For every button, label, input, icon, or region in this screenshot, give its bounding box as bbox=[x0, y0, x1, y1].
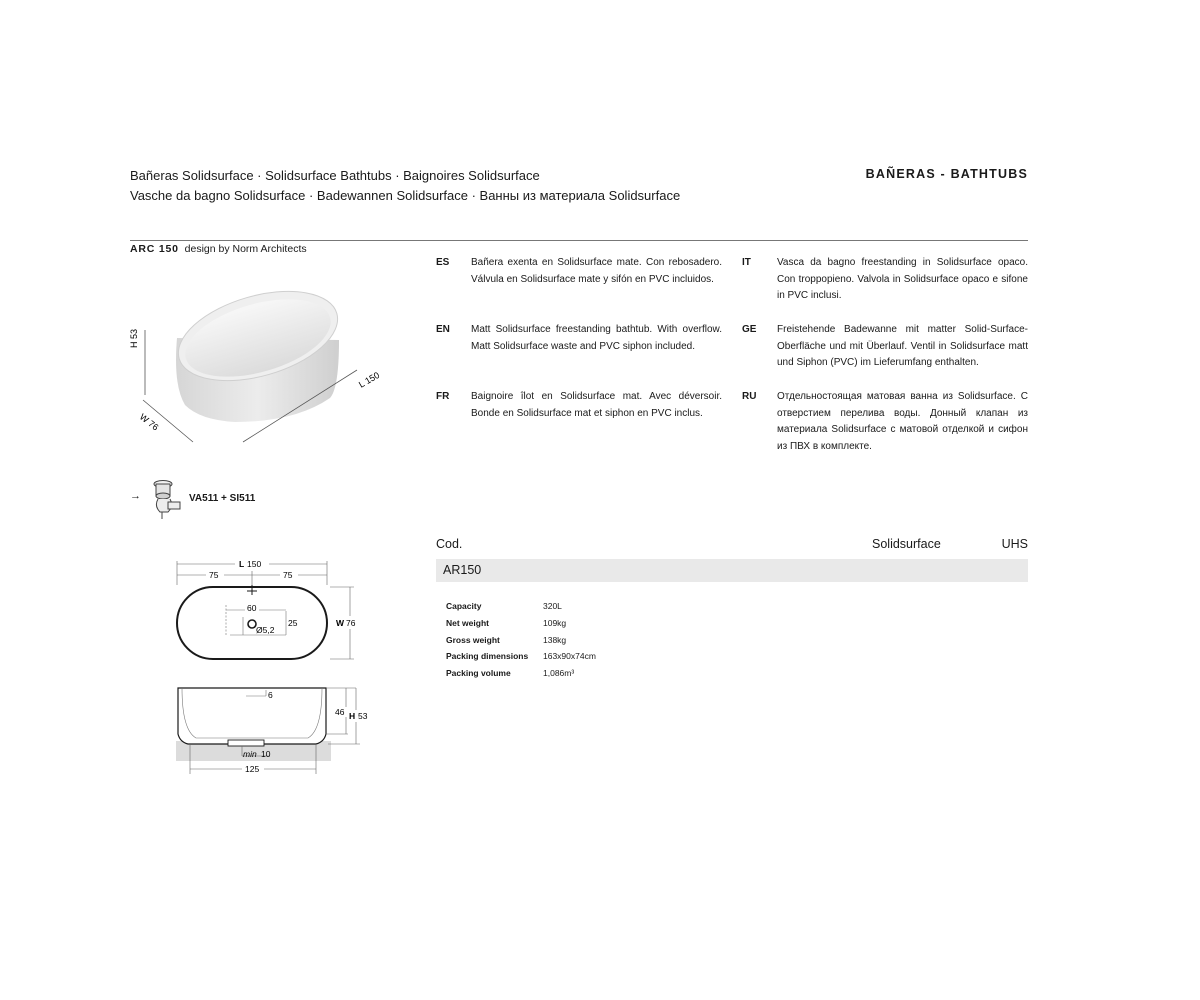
spec-value: 320L bbox=[543, 601, 562, 611]
header-divider bbox=[130, 240, 1028, 241]
product-model: ARC 150 bbox=[130, 243, 179, 255]
accessory-codes: VA511 + SI511 bbox=[189, 493, 256, 504]
codes-table-header bbox=[436, 537, 1028, 553]
plan-inner-width: 60 bbox=[247, 603, 257, 613]
product-code: AR150 bbox=[443, 563, 482, 577]
desc-lang-code-fr: FR bbox=[436, 391, 450, 402]
product-designer: design by Norm Architects bbox=[184, 243, 307, 255]
spec-value: 109kg bbox=[543, 618, 567, 628]
spec-value: 1,086m³ bbox=[543, 668, 575, 678]
waste-outlet bbox=[228, 740, 264, 746]
plan-half-right: 75 bbox=[283, 570, 293, 580]
plan-inner-height: 25 bbox=[288, 618, 298, 628]
section-min-prefix: min bbox=[243, 749, 257, 759]
codes-table-row bbox=[436, 559, 1028, 582]
header-title-line-2: Vasche da bagno Solidsurface · Badewannen Solidsurface · Ванны из материала Solidsurface bbox=[130, 188, 681, 203]
spec-label: Capacity bbox=[446, 601, 482, 611]
desc-lang-code-ru: RU bbox=[742, 391, 757, 402]
section-overflow-height: 6 bbox=[268, 690, 273, 700]
header-title-line-1: Bañeras Solidsurface · Solidsurface Bathtubs · Baignoires Solidsurface bbox=[130, 168, 540, 183]
codes-header-solidsurface: Solidsurface bbox=[872, 537, 941, 551]
desc-lang-code-ge: GE bbox=[742, 324, 757, 335]
waste-siphon-icon bbox=[148, 478, 184, 520]
spec-label: Net weight bbox=[446, 618, 489, 628]
desc-text-it: Vasca da bagno freestanding in Solidsurface opaco. Con troppopieno. Valvola in Solidsurface opaco e sifone in PVC inclusi. bbox=[777, 257, 1028, 302]
desc-lang-code-it: IT bbox=[742, 257, 751, 268]
plan-length-prefix: L bbox=[239, 559, 245, 569]
length-label: L 150 bbox=[357, 369, 382, 390]
codes-header-uhs: UHS bbox=[1001, 537, 1028, 551]
codes-header-label: Cod. bbox=[436, 537, 463, 551]
tub-section-outline bbox=[178, 688, 326, 744]
tub-outline bbox=[177, 587, 327, 659]
plan-view-drawing bbox=[170, 555, 385, 667]
width-label: W 76 bbox=[137, 411, 161, 433]
plan-half-left: 75 bbox=[209, 570, 219, 580]
plan-width-prefix: W bbox=[336, 618, 345, 628]
section-inner-height: 46 bbox=[335, 707, 345, 717]
desc-lang-code-en: EN bbox=[436, 324, 450, 335]
spec-value: 163x90x74cm bbox=[543, 651, 596, 661]
spec-label: Gross weight bbox=[446, 635, 500, 645]
section-height-prefix: H bbox=[349, 711, 356, 721]
spec-value: 138kg bbox=[543, 635, 567, 645]
plan-length-value: 150 bbox=[247, 559, 262, 569]
desc-text-en: Matt Solidsurface freestanding bathtub. With overflow. Matt Solidsurface waste and PVC siphon included. bbox=[471, 324, 722, 352]
bathtub-isometric-view bbox=[125, 270, 395, 450]
spec-label: Packing volume bbox=[446, 668, 511, 678]
section-height-value: 53 bbox=[358, 711, 368, 721]
desc-text-ru: Отдельностоящая матовая ванна из Solidsurface. С отверстием перелива воды. Донный клапан из материала Solidsurface с матовой отделкой и сифон из ПВХ в комплекте. bbox=[777, 391, 1028, 452]
desc-text-es: Bañera exenta en Solidsurface mate. Con rebosadero. Válvula en Solidsurface mate y sifón en PVC incluidos. bbox=[471, 257, 722, 285]
section-base-width: 125 bbox=[245, 764, 260, 774]
accessory-arrow-icon: → bbox=[130, 490, 141, 502]
height-label: H 53 bbox=[129, 328, 139, 348]
plan-width-value: 76 bbox=[346, 618, 356, 628]
spec-label: Packing dimensions bbox=[446, 651, 529, 661]
desc-text-ge: Freistehende Badewanne mit matter Solid-Surface-Oberfläche und mit Überlauf. Ventil in Solidsurface matt und Siphon (PVC) im Lieferumfang enthalten. bbox=[777, 324, 1028, 369]
section-view-drawing bbox=[170, 682, 385, 778]
desc-text-fr: Baignoire îlot en Solidsurface mat. Avec déversoir. Bonde en Solidsurface mat et siphon en PVC inclus. bbox=[471, 391, 722, 419]
plan-hole-diameter: Ø5,2 bbox=[256, 625, 275, 635]
desc-lang-code-es: ES bbox=[436, 257, 450, 268]
product-heading bbox=[130, 243, 307, 255]
section-min-value: 10 bbox=[261, 749, 271, 759]
section-title: BAÑERAS - BATHTUBS bbox=[865, 167, 1028, 181]
